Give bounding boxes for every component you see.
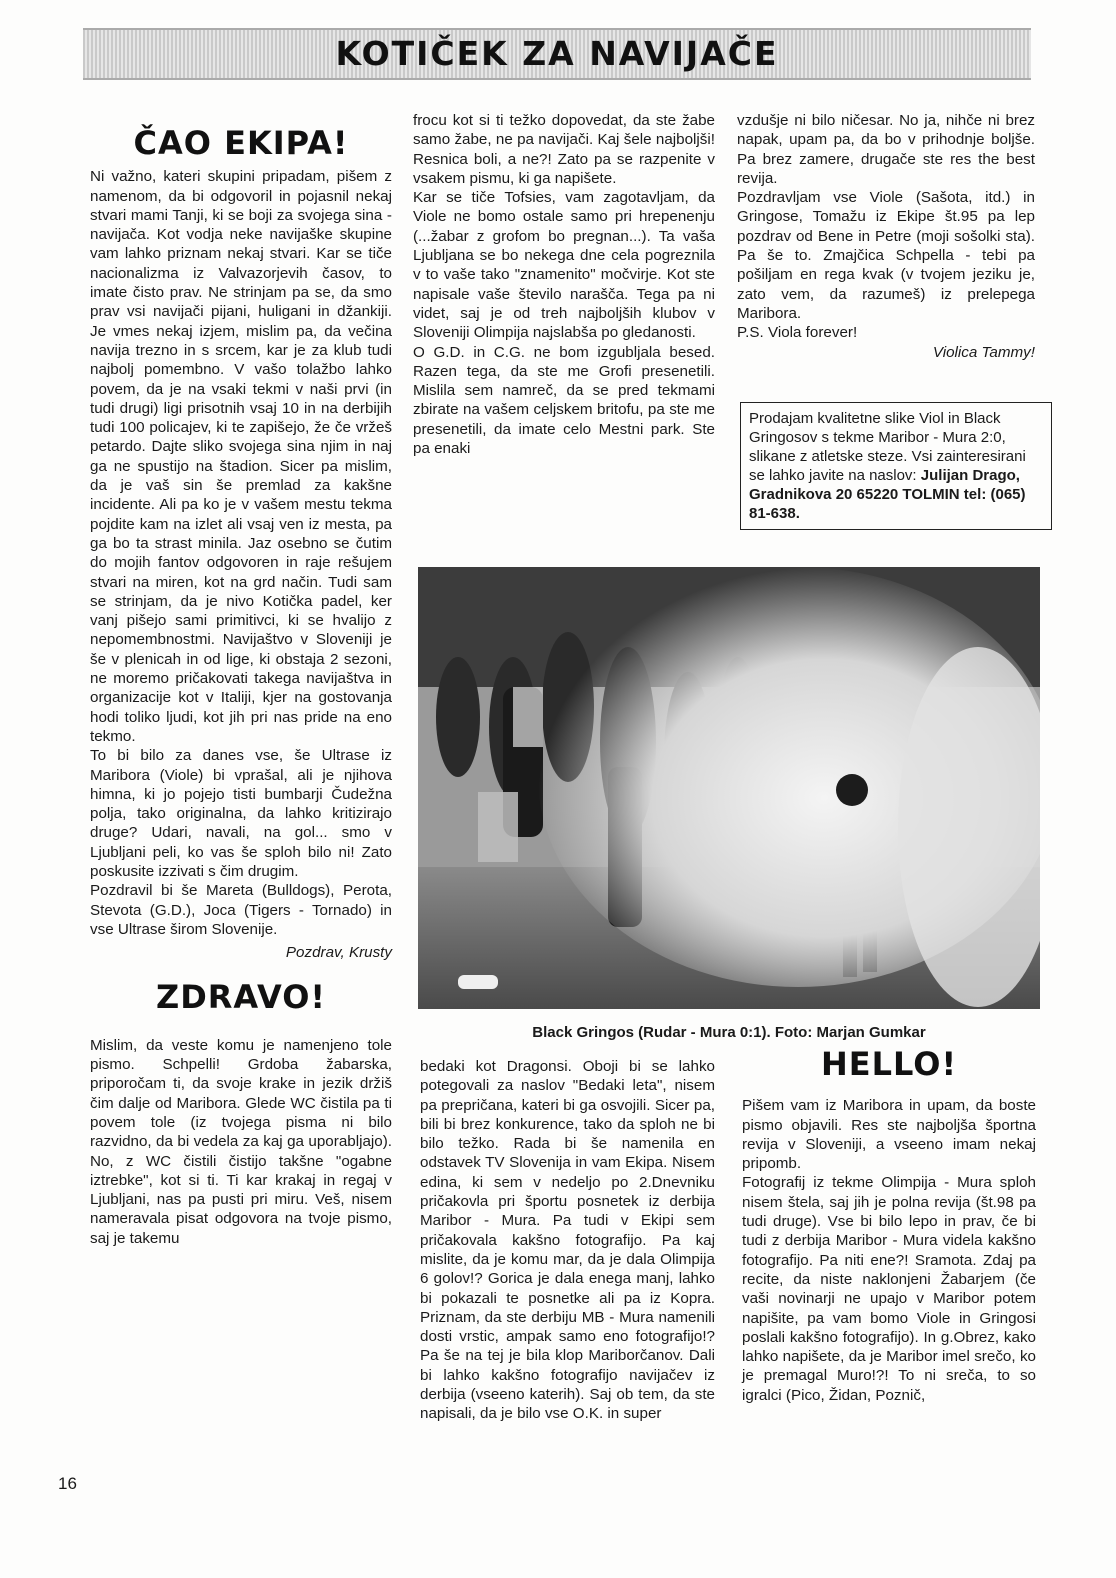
photo-caption: Black Gringos (Rudar - Mura 0:1). Foto: Marjan Gumkar	[532, 1024, 926, 1041]
letter-2-paragraph: vzdušje ni bilo ničesar. No ja, nihče ni brez napak, upam pa, da bo v prihodnje boljše. Pa brez zamere, drugače ste res the best revija.	[737, 112, 1035, 187]
photo-illustration	[418, 567, 1040, 1009]
letter-2-signature: Violica Tammy!	[932, 343, 1035, 361]
letter-1-paragraph: Ni važno, kateri skupini pripadam, pišem z namenom, da bi odgovoril in pojasnil nekaj stvari mami Tanji, ki se boji za svojega sina - navijača. Kot vodja neke navijaške skupine vam lahko priznam nekaj stvari. Kar se tiče nacionalizma iz Valvazorjevih časov, to imate čisto prav. Ne strinjam pa se, da smo prav vsi navijači pijani, huligani in džankiji. Je vmes nekaj izjem, mislim pa, da večina navija trezno in s srcem, kar je za klub tudi najbolj pomembno. V vašo tolažbo lahko povem, da je na vsaki tekmi v naši prvi (in tudi drugi) ligi prisotnih vsaj 10 in na derbijih tudi 100 policajev, ki te zapišejo, že če vržeš petardo. Dajte sliko svojega sina njim in naj ga ne spustijo na štadion. Sicer pa mislim, da je vaš sin še premlad za kakšne incidente. Ali pa ko je v vašem mestu tekma pojdite kam na izlet ali vsaj ven iz mesta, pa ga bo ta strast minila. Jaz osebno se čutim do mojih fantov odgovoren in raje rešujem stvari na miren, kot na grd način. Tudi sam se strinjam, da je nivo Kotička padel, ker vanj pišejo sami primitivci, ki se hvalijo z nepomembnostmi. Navijaštvo v Sloveniji je še v plenicah in od lige, ki obstaja 2 sezoni, ne moremo pričakovati takega navijaštva in organizacije kot v Italiji, kjer na gostovanja hodi toliko ljudi, kot jih pri nas pride na eno tekmo.	[90, 168, 392, 745]
letter-3-paragraph: Pišem vam iz Maribora in upam, da boste pismo objavili. Res ste najboljša športna revija v Sloveniji, a vseeno imam nekaj pripomb.	[742, 1097, 1036, 1173]
ad-text: Prodajam kvalitetne slike Viol in Black Gringosov s tekme Maribor - Mura 2:0, slikane z atletske steze. Vsi zainteresirani se lahko javite na naslov:	[749, 410, 1026, 484]
headline-cao-ekipa: ČAO EKIPA!	[133, 124, 349, 162]
page-number: 16	[58, 1474, 77, 1493]
section-title: KOTIČEK ZA NAVIJAČE	[335, 34, 779, 73]
section-header-bar	[83, 28, 1031, 80]
classified-ad-box	[740, 402, 1052, 530]
ad-contact: Julijan Drago, Gradnikova 20 65220 TOLMIN tel: (065) 81-638.	[749, 467, 1026, 522]
letter-2-paragraph: Mislim, da veste komu je namenjeno tole pismo. Schpelli! Grdoba žabarska, priporočam ti, da svoje krake in jezik držiš čim dalje od Maribora. Glede WC čistila pa ti povem tole (iz tvojega pisma ni bilo razvidno, da bi vedela za kaj ga uporabljajo). No, z WC čistili čistijo takšne "ogabne iztrebke", kot si ti. Ti kar krakaj in regaj v Ljubljani, nas pa pusti pri miru. Veš, nisem nameravala pisat odgovora na tvoje pismo, saj je takemu	[90, 1036, 392, 1247]
letter-2-paragraph: Kar se tiče Tofsies, vam zagotavljam, da Viole ne bomo ostale samo pri hrepenenju (...žabar z grofom bo pregnan...). Ta vaša Ljubljana se bo nekega dne cela pogreznila v to vaše tako "znamenito" močvirje. Kot ste napisale vaše število narašča. Tega pa ni videt, saj je od treh najboljših klubov v Sloveniji Olimpija najslabša po gledanosti.	[413, 189, 715, 342]
letter-2-paragraph: bedaki kot Dragonsi. Oboji bi se lahko potegovali za naslov "Bedaki leta", nisem pa prepričana, kateri bi ga osvojili. Sicer pa, bili bi brez konkurence, tako da sploh ne bi bilo težko. Rada bi še namenila en odstavek TV Slovenija in vam Ekipa. Nisem edina, ki sem v nedeljo po 2.Dnevniku pričakovla pri športu posnetek iz derbija Maribor - Mura. Pa tudi v Ekipi sem pričakovala kakšno fotografijo. Pa kaj mislite, da je komu mar, da je dala Olimpija 6 golov!? Gorica je dala enega manj, lahko bi pokazali te posnetke ali pa iz Kopra. Priznam, da ste derbiju MB - Mura namenili dosti vrstic, ampak samo eno fotografijo!? Pa še na tej je bila klop Mariborčanov. Dali bi lahko kakšno fotografijo navijačev iz derbija (vseeno katerih). Saj ob tem, da ste napisali, da je bilo vse O.K. in super	[420, 1058, 715, 1423]
letter-2-paragraph: Pozdravljam vse Viole (Sašota, itd.) in Gringose, Tomažu iz Ekipe št.95 pa lep pozdrav od Bene in Petre (moji sošolki sta). Pa še to. Zmajčica Schpella - tebi pa pošiljam en rega kvak (v tvojem jeziku je, zato vem, da razumeš) iz prelepega Maribora.	[737, 189, 1035, 322]
headline-hello: HELLO!	[820, 1045, 958, 1083]
letter-2-paragraph: O G.D. in C.G. ne bom izgubljala besed. Razen tega, da ste me Grofi presenetili. Mislila sem namreč, da se pred tekmami zbirate na vašem celjskem britofu, pa ste me presenetili, da imate celo Mestni park. Ste pa enaki	[413, 343, 715, 458]
letter-2-paragraph: frocu kot si ti težko dopovedat, da ste žabe samo žabe, ne pa navijači. Kaj šele najboljši! Resnica boli, a ne?! Zato pa se razpenite v vsakem pismu, ki ga napišete.	[413, 112, 715, 187]
fans-smoke-photo	[418, 567, 1040, 1009]
column-3-top	[737, 111, 1035, 362]
letter-1-paragraph: To bi bilo za danes vse, še Ultrase iz Maribora (Viole) bi vprašal, ali je njihova himna, ki jo pojejo tisti bumbarji Čudežna polja, tako originalna, da lahko kritizirajo druge? Udari, navali, na gol... smo v Ljubljani peli, ko vas še sploh bilo ni! Zato poskusite izzivati s čim drugim.	[90, 747, 392, 880]
letter-2-paragraph: P.S. Viola forever!	[737, 324, 858, 342]
letter-1-signature: Pozdrav, Krusty	[285, 944, 392, 962]
letter-1-paragraph: Pozdravil bi še Mareta (Bulldogs), Perota, Stevota (G.D.), Joca (Tigers - Tornado) in vse Ultrase širom Slovenije.	[90, 882, 392, 938]
column-3-bottom	[742, 1045, 1036, 1405]
column-1	[90, 124, 392, 1248]
headline-zdravo: ZDRAVO!	[156, 978, 326, 1017]
column-2-top	[413, 111, 715, 458]
column-2-bottom	[420, 1057, 715, 1424]
letter-3-paragraph: Fotografij iz tekme Olimpija - Mura sploh nisem štela, saj jih je polna revija (št.98 pa tudi druge). Vse bi bilo lepo in prav, če bi tudi z derbija Maribor - Mura videla kakšno fotografijo. Pa niti ene?! Sramota. Zdaj pa recite, da niste naklonjeni Žabarjem (če vaši novinarji ne upajo v Maribor potem napišite, pa vam bomo Viole in Gringosi poslali kakšno fotografijo). In g.Obrez, kako lahko napišete, da je Maribor imel srečo, ko je premagal Muro!?! To ni sreča, to so igralci (Pico, Židan, Poznič,	[742, 1174, 1036, 1404]
